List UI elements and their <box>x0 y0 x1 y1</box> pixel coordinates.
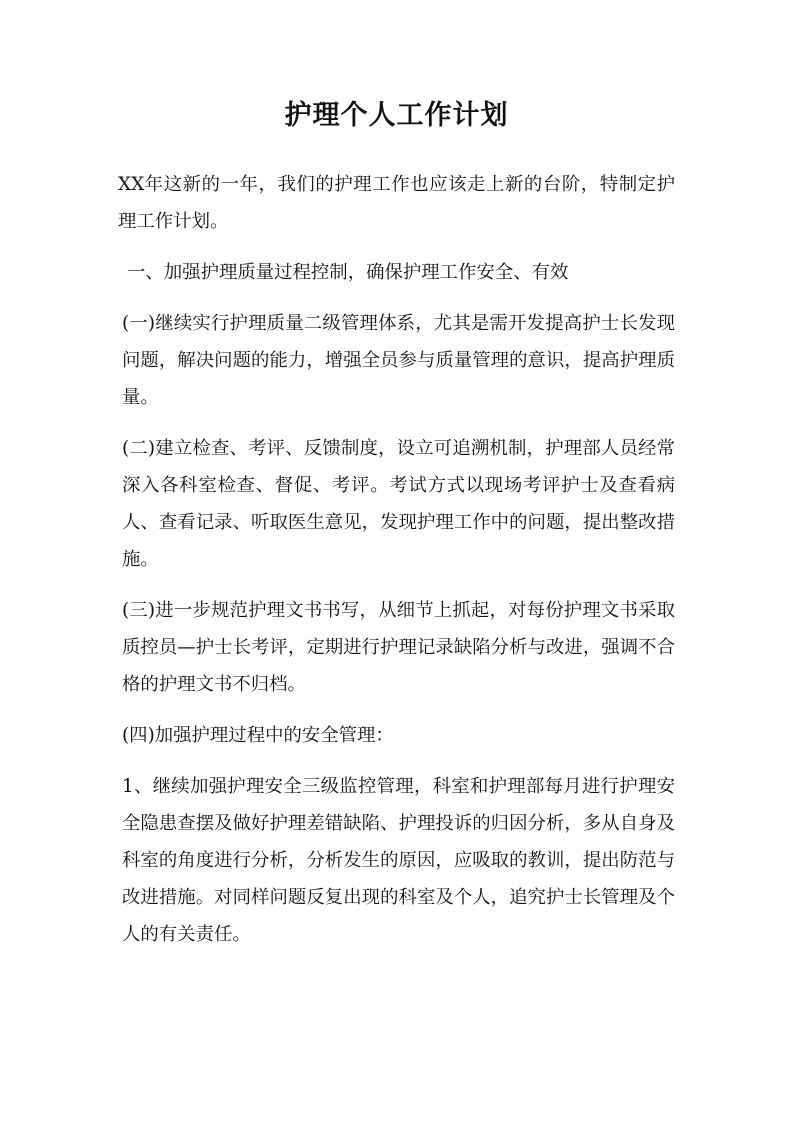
intro-paragraph: XX年这新的一年，我们的护理工作也应该走上新的台阶，特制定护理工作计划。 <box>118 174 675 232</box>
subsection-paragraph-1: (一)继续实行护理质量二级管理体系，尤其是需开发提高护士长发现问题，解决问题的能力，增强全员参与质量管理的意识，提高护理质量。 <box>122 313 675 408</box>
subsection-paragraph-3: (三)进一步规范护理文书书写，从细节上抓起，对每份护理文书采取质控员—护士长考评，定期进行护理记录缺陷分析与改进，强调不合格的护理文书不归档。 <box>122 600 675 695</box>
document-title: 护理个人工作计划 <box>284 100 509 131</box>
subsection-heading-4: (四)加强护理过程中的安全管理： <box>122 725 394 746</box>
item-paragraph-1: 1、继续加强护理安全三级监控管理，科室和护理部每月进行护理安全隐患查摆及做好护理差错缺陷、护理投诉的归因分析，多从自身及科室的角度进行分析，分析发生的原因，应吸取的教训，提出防范与改进措施。对同样问题反复出现的科室及个人，追究护士长管理及个人的有关责任。 <box>122 776 675 945</box>
subsection-paragraph-2: (二)建立检查、考评、反馈制度，设立可追溯机制，护理部人员经常深入各科室检查、督促、考评。考试方式以现场考评护士及查看病人、查看记录、听取医生意见，发现护理工作中的问题，提出整改措施。 <box>122 438 675 570</box>
section-heading-1: 一、加强护理质量过程控制，确保护理工作安全、有效 <box>127 262 569 283</box>
